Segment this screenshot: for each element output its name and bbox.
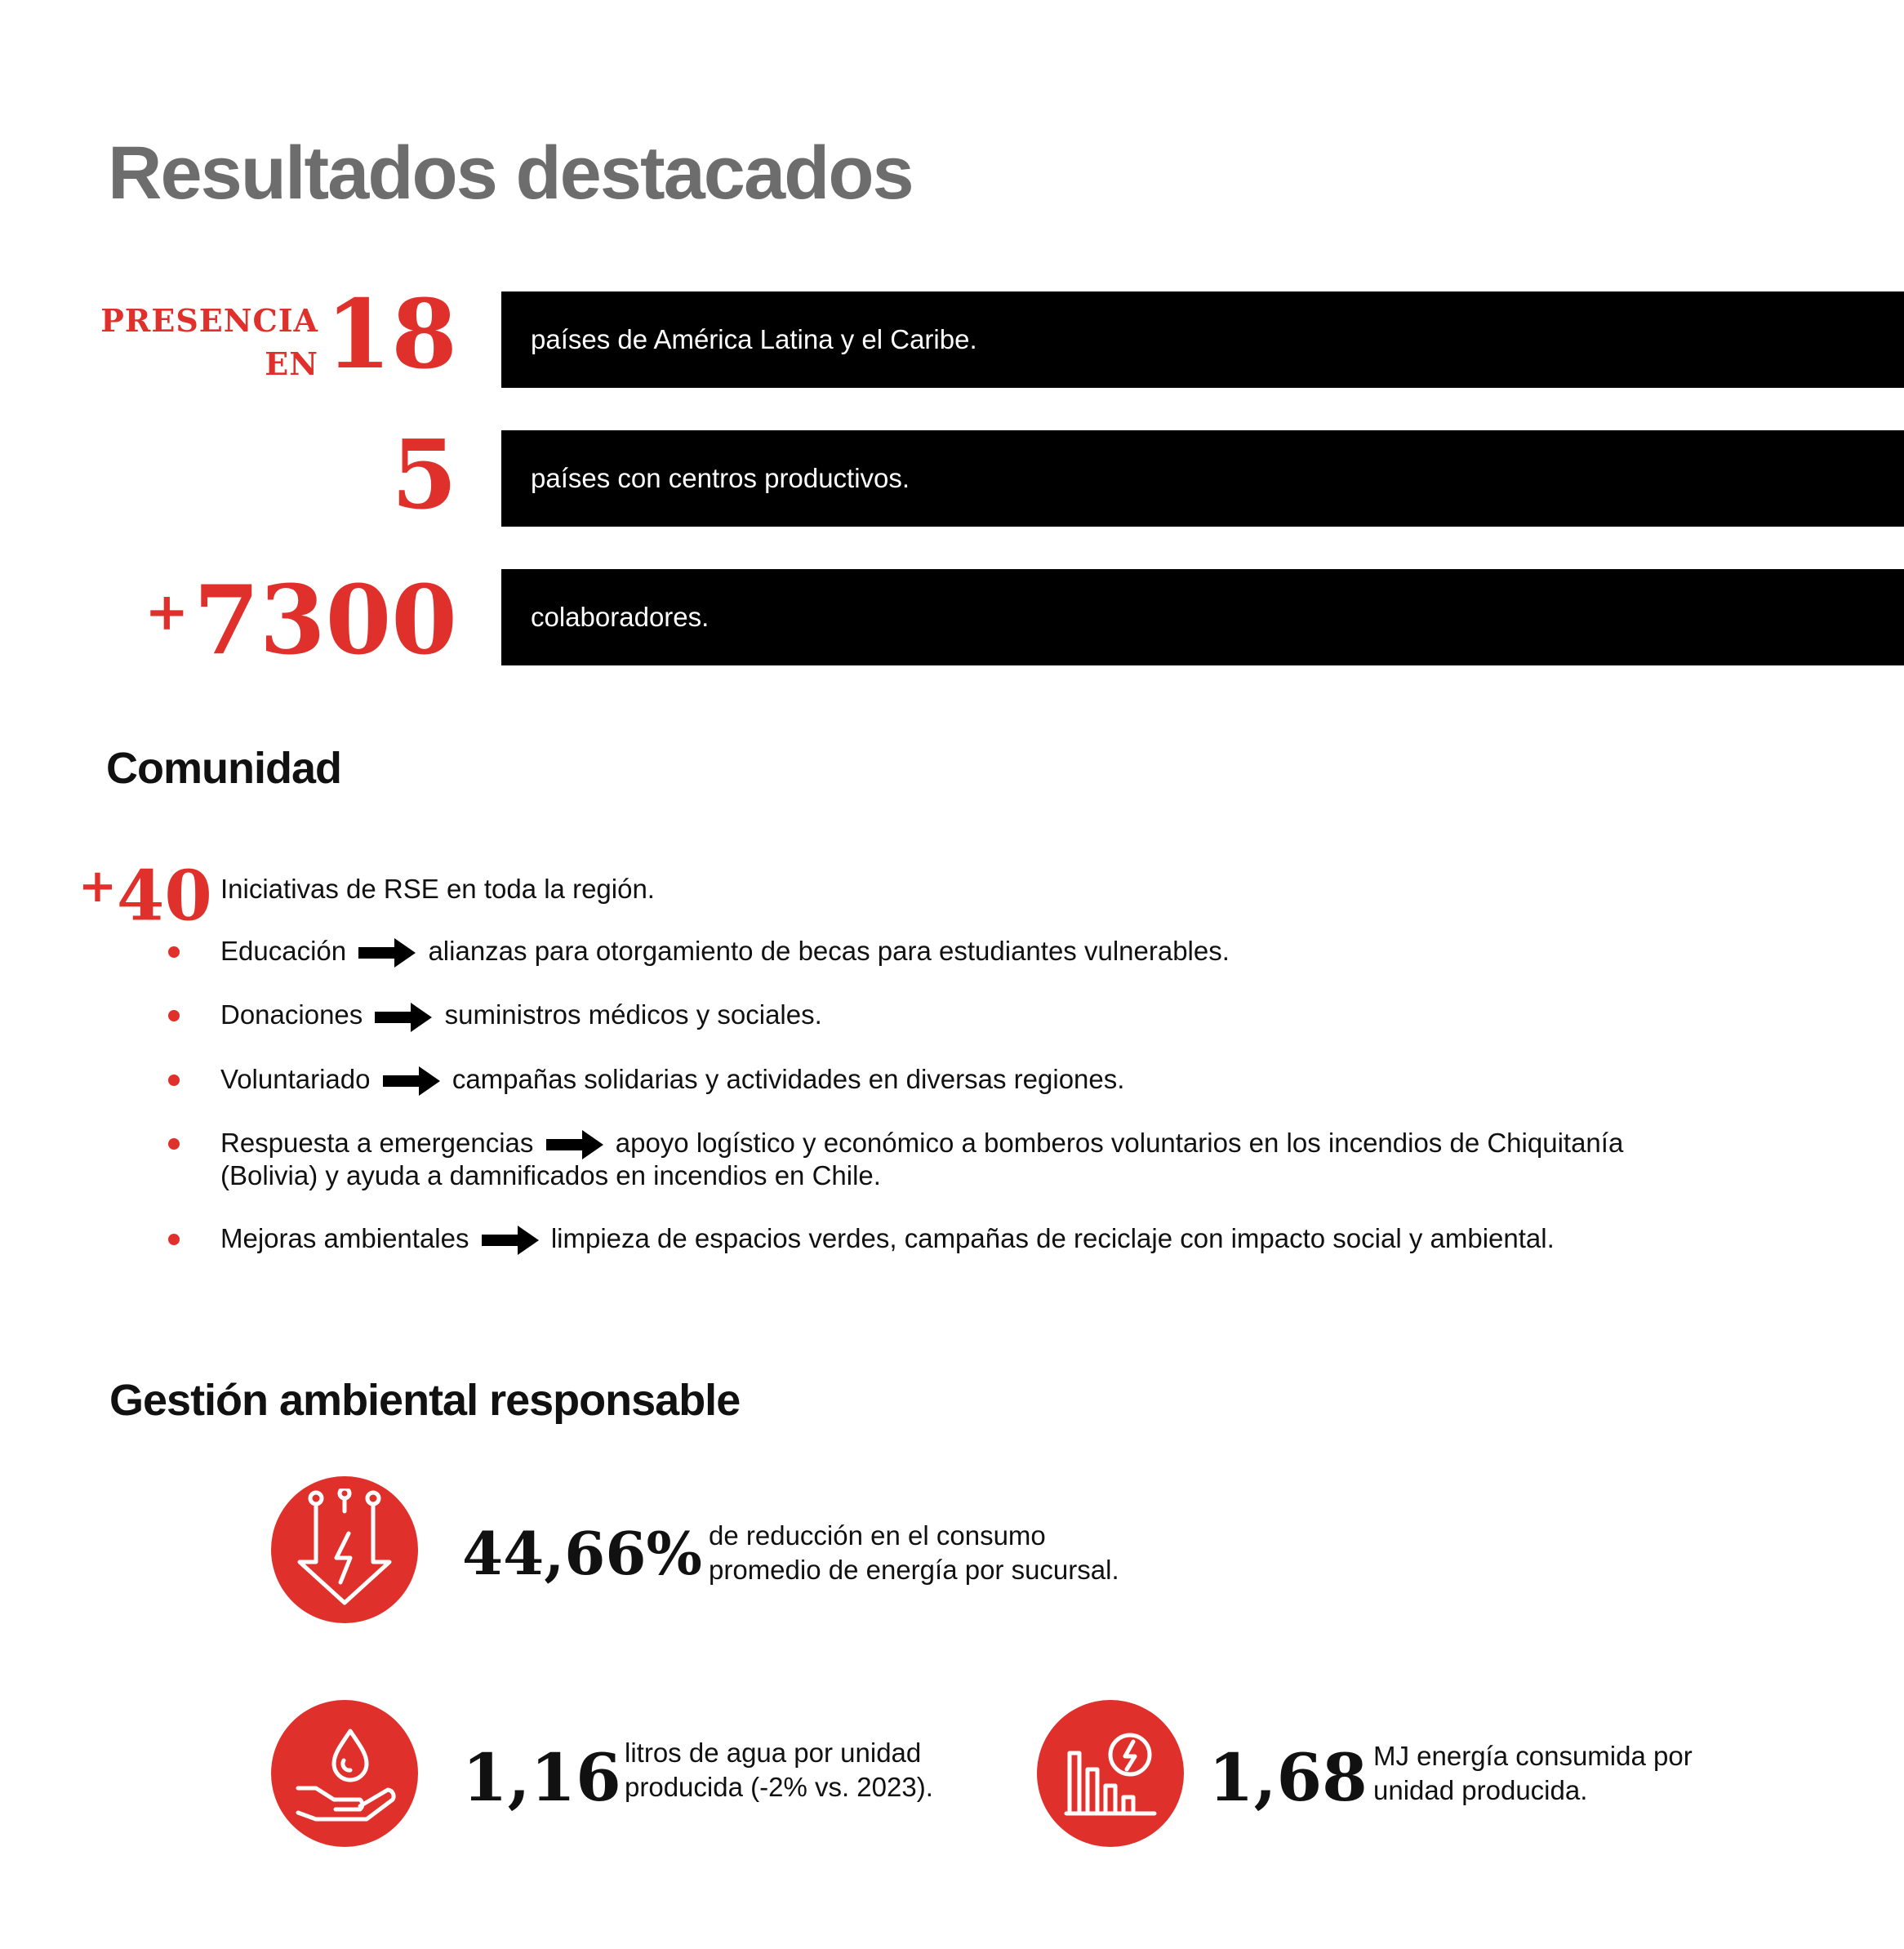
- bullet-dot-icon: [168, 1075, 180, 1086]
- energy-reduction-icon: [271, 1476, 418, 1623]
- list-item: [163, 1222, 1633, 1255]
- environment-heading: Gestión ambiental responsable: [109, 1376, 741, 1425]
- stat-text-line2: promedio de energía por sucursal.: [709, 1555, 1119, 1585]
- community-highlight-plus: +: [78, 859, 117, 913]
- presence-number-production: 5: [391, 420, 457, 531]
- item-topic: Voluntariado: [220, 1063, 371, 1094]
- stat-text-line1: MJ energía consumida por: [1373, 1741, 1693, 1771]
- item-topic: Mejoras ambientales: [220, 1223, 469, 1254]
- presence-label: [100, 299, 318, 385]
- energy-chart-icon: [1037, 1700, 1184, 1847]
- presence-text-production: países con centros productivos.: [531, 463, 910, 493]
- stat-text-line2: unidad producida.: [1373, 1775, 1588, 1805]
- presence-bar-employees: [501, 569, 1904, 665]
- stat-value-energy-per-unit: 1,68: [1208, 1739, 1368, 1816]
- presence-bar-countries: [501, 291, 1904, 388]
- item-topic: Educación: [220, 936, 347, 966]
- presence-bar-production: [501, 430, 1904, 527]
- presence-label-line1: PRESENCIA: [100, 302, 318, 339]
- presence-label-line2: EN: [265, 345, 318, 382]
- presence-number-employees: [145, 562, 457, 676]
- page-title: Resultados destacados: [108, 131, 913, 215]
- stat-text-line1: de reducción en el consumo: [709, 1520, 1046, 1551]
- item-topic: Respuesta a emergencias: [220, 1127, 534, 1158]
- community-heading: Comunidad: [106, 744, 341, 793]
- list-item: [163, 935, 1633, 968]
- bullet-dot-icon: [168, 1138, 180, 1150]
- stat-text-energy-reduction: [709, 1519, 1119, 1587]
- bullet-dot-icon: [168, 946, 180, 958]
- presence-number-countries: 18: [325, 279, 457, 390]
- community-highlight-text: Iniciativas de RSE en toda la región.: [220, 874, 655, 904]
- item-detail: apoyo logístico y económico a bomberos voluntarios en los incendios de Chiquitanía (Bolivia) y ayuda a damnificados en incendios en Chile.: [220, 1127, 1624, 1191]
- presence-text-countries: países de América Latina y el Caribe.: [531, 324, 977, 354]
- stat-text-line1: litros de agua por unidad: [625, 1738, 922, 1768]
- list-item: [163, 999, 1633, 1031]
- stat-value-energy-reduction: 44,66%: [462, 1519, 702, 1588]
- bullet-dot-icon: [168, 1234, 180, 1245]
- item-detail: alianzas para otorgamiento de becas para estudiantes vulnerables.: [428, 936, 1230, 966]
- item-detail: campañas solidarias y actividades en diversas regiones.: [452, 1063, 1125, 1094]
- presence-text-employees: colaboradores.: [531, 602, 710, 632]
- stat-value-water: 1,16: [462, 1739, 621, 1816]
- list-item: [163, 1127, 1633, 1191]
- item-detail: limpieza de espacios verdes, campañas de reciclaje con impacto social y ambiental.: [550, 1223, 1555, 1254]
- community-highlight-number: [78, 849, 212, 937]
- bullet-dot-icon: [168, 1010, 180, 1021]
- arrow-right-icon: [383, 1066, 440, 1096]
- stat-text-energy-per-unit: [1373, 1739, 1693, 1808]
- arrow-right-icon: [482, 1226, 539, 1255]
- arrow-right-icon: [358, 938, 416, 968]
- item-detail: suministros médicos y sociales.: [444, 999, 822, 1030]
- community-highlight-value: 40: [116, 855, 212, 937]
- water-hand-icon: [271, 1700, 418, 1847]
- item-topic: Donaciones: [220, 999, 363, 1030]
- stat-text-water: [625, 1736, 933, 1804]
- arrow-right-icon: [375, 1003, 432, 1032]
- presence-plus-employees: +: [145, 581, 189, 643]
- stat-text-line2: producida (-2% vs. 2023).: [625, 1772, 933, 1802]
- arrow-right-icon: [546, 1130, 603, 1159]
- list-item: [163, 1063, 1633, 1096]
- community-initiatives-list: [163, 935, 1633, 1286]
- presence-value-employees: 7300: [194, 564, 457, 676]
